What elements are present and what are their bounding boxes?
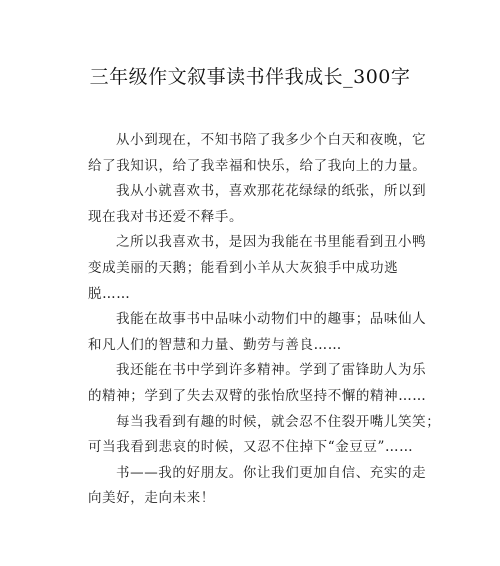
document-title: 三年级作文叙事读书伴我成长_300字	[89, 66, 411, 88]
paragraph-line: 的精神；学到了失去双臂的张怡欣坚持不懈的精神……	[88, 387, 427, 404]
paragraph-line: 我能在故事书中品味小动物们中的趣事；品味仙人	[116, 311, 427, 328]
essay-body	[88, 128, 441, 512]
paragraph-line: 我从小就喜欢书，喜欢那花花绿绿的纸张，所以到	[116, 183, 427, 200]
paragraph-line: 每当我看到有趣的时候，就会忍不住裂开嘴儿笑笑；	[116, 413, 441, 430]
paragraph-line: 书——我的好朋友。你让我们更加自信、充实的走	[116, 464, 427, 481]
paragraph-line: 脱……	[88, 285, 131, 302]
paragraph-line: 给了我知识，给了我幸福和快乐，给了我向上的力量。	[88, 157, 427, 174]
paragraph-line: 变成美丽的天鹅；能看到小羊从大灰狼手中成功逃	[88, 259, 399, 276]
paragraph-line: 和凡人们的智慧和力量、勤劳与善良……	[88, 336, 342, 353]
paragraph-line: 向美好，走向未来！	[88, 490, 215, 507]
paragraph-line: 从小到现在，不知书陪了我多少个白天和夜晚，它	[116, 132, 427, 148]
paragraph-line: 我还能在书中学到许多精神。学到了雷锋助人为乐	[116, 362, 427, 379]
paragraph-line: 之所以我喜欢书，是因为我能在书里能看到丑小鸭	[116, 234, 427, 251]
paragraph-line: 可当我看到悲哀的时候，又忍不住掉下“金豆豆”……	[88, 439, 414, 456]
paragraph-line: 现在我对书还爱不释手。	[88, 208, 244, 225]
